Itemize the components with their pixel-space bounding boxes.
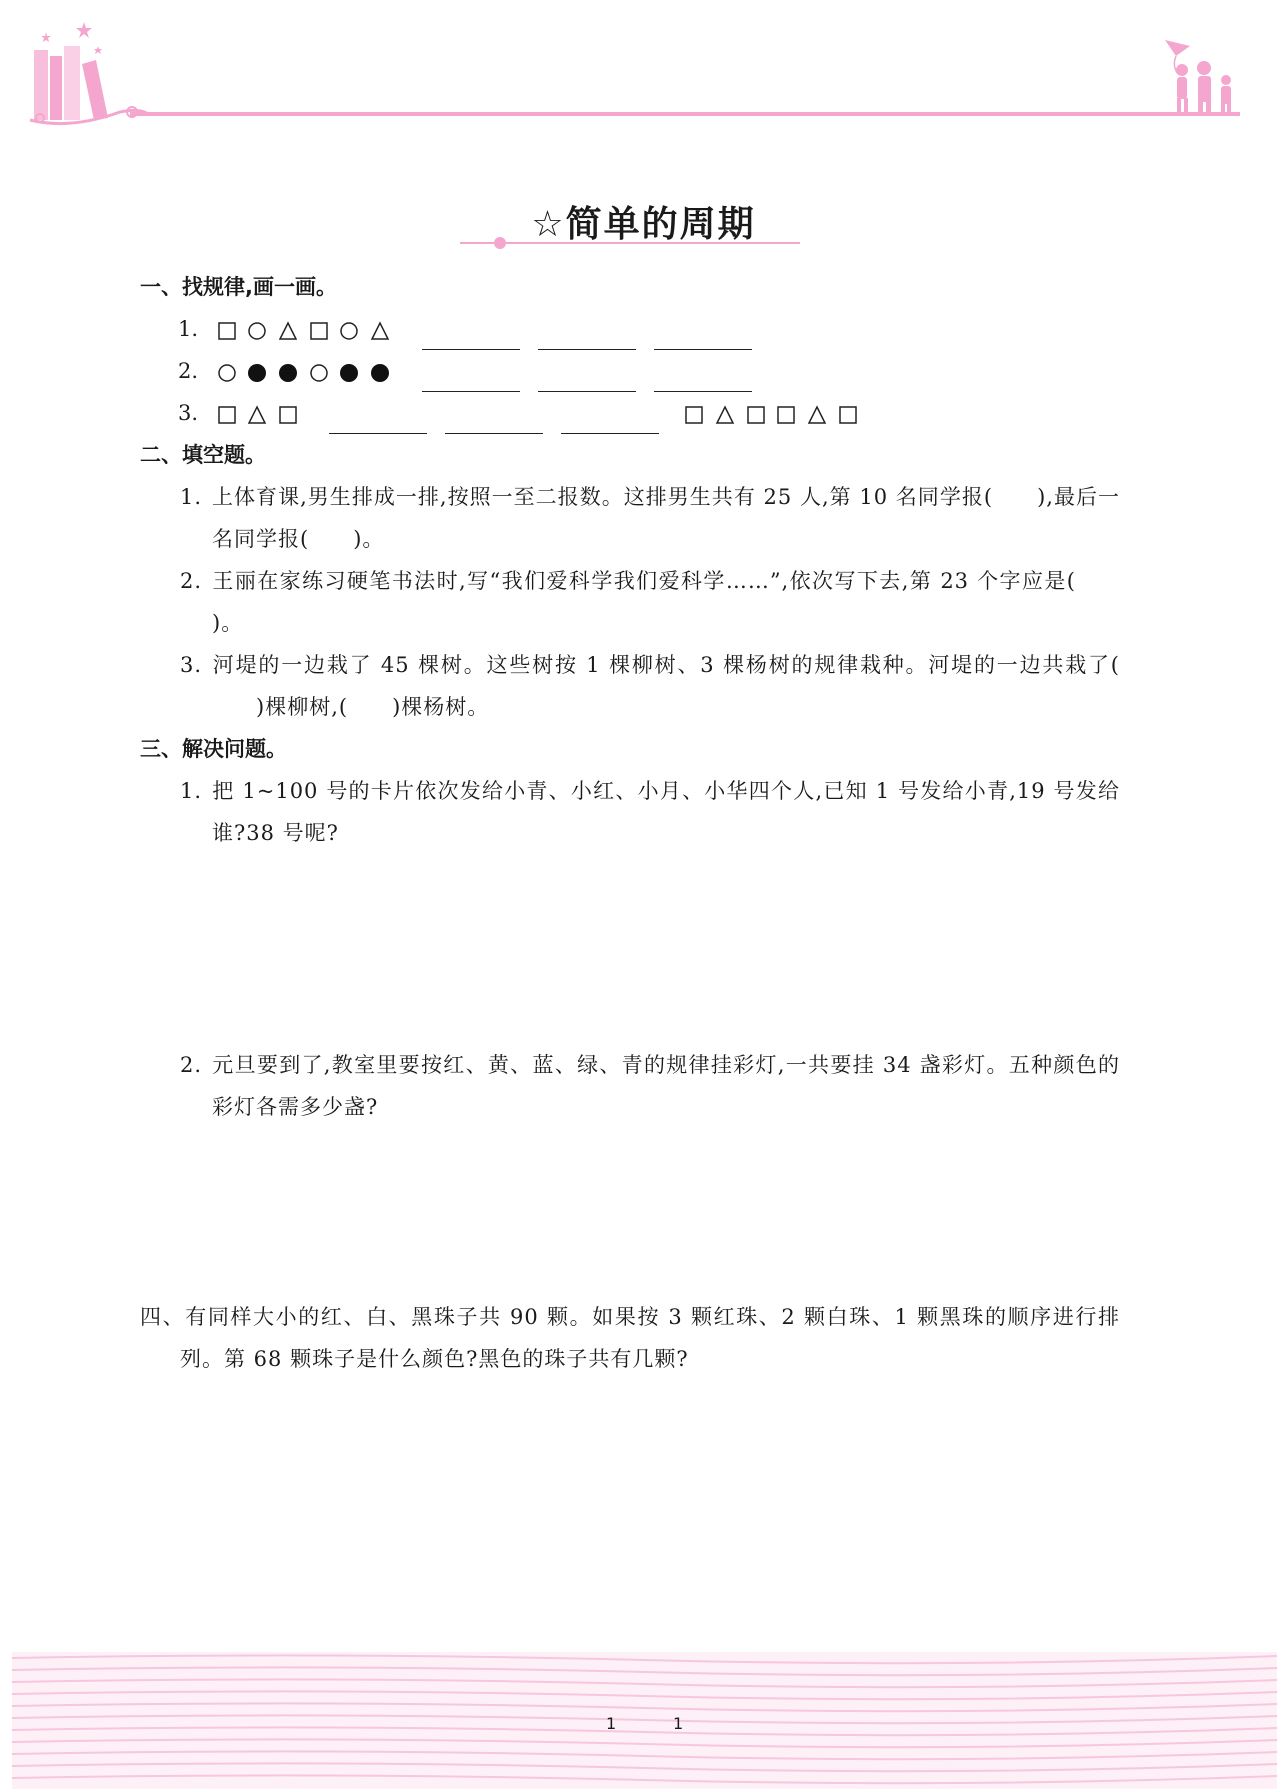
triangle-icon <box>278 321 298 341</box>
square-icon <box>309 321 329 341</box>
row-number: 2. <box>178 359 199 383</box>
square-icon <box>838 405 858 425</box>
fill-blank-question-3 <box>140 644 1120 728</box>
worksheet-content <box>140 266 1120 1380</box>
pattern-shapes <box>217 401 309 425</box>
triangle-icon <box>807 405 827 425</box>
pattern-shapes <box>217 317 401 341</box>
square-icon <box>217 405 237 425</box>
square-icon <box>776 405 796 425</box>
question-text: 上体育课,男生排成一排,按照一至二报数。这排男生共有 25 人,第 10 名同学报( <box>212 485 994 509</box>
answer-blank[interactable] <box>654 323 752 350</box>
question-number: 3. <box>180 653 203 677</box>
question-text: )。 <box>353 527 385 551</box>
question-number: 1. <box>180 485 203 509</box>
question-text: ),最后一名同学报( <box>212 485 1120 551</box>
answer-space[interactable] <box>140 1128 1120 1296</box>
pattern-row-2 <box>140 350 1120 392</box>
answer-blank[interactable] <box>422 323 520 350</box>
question-text: )棵杨树。 <box>392 695 490 719</box>
page-number: 1 <box>606 1714 617 1733</box>
filled-circle-icon <box>370 363 390 383</box>
question-number: 2. <box>180 1053 203 1077</box>
section-3-heading: 三、解决问题。 <box>140 737 287 761</box>
question-text: )。 <box>212 611 244 635</box>
filled-circle-icon <box>339 363 359 383</box>
pattern-tail-shapes <box>684 401 861 425</box>
pattern-shapes <box>217 359 401 383</box>
row-number: 3. <box>178 401 199 425</box>
problem-question-2 <box>140 1044 1120 1128</box>
circle-icon <box>309 363 329 383</box>
problem-question-1 <box>140 770 1120 854</box>
fill-blank-question-2 <box>140 560 1120 644</box>
children-kite-icon <box>1165 40 1231 114</box>
answer-blank[interactable] <box>329 407 427 434</box>
question-text: 王丽在家练习硬笔书法时,写“我们爱科学我们爱科学……”,依次写下去,第 23 个字应是( <box>212 569 1076 593</box>
page-title: ☆简单的周期 <box>531 204 756 245</box>
square-icon <box>217 321 237 341</box>
answer-blank[interactable] <box>538 365 636 392</box>
circle-icon <box>217 363 237 383</box>
square-icon <box>684 405 704 425</box>
fill-blank-question-1 <box>140 476 1120 560</box>
page-number: 1 <box>673 1714 684 1733</box>
answer-blank[interactable] <box>422 365 520 392</box>
row-number: 1. <box>178 317 199 341</box>
section-1-heading: 一、找规律,画一画。 <box>140 275 337 299</box>
pattern-row-1 <box>140 308 1120 350</box>
section-2-heading: 二、填空题。 <box>140 443 266 467</box>
footer-decoration <box>12 1652 1277 1789</box>
answer-blank[interactable] <box>654 365 752 392</box>
title-underline <box>460 236 800 250</box>
question-text: 河堤的一边栽了 45 棵树。这些树按 1 棵柳树、3 棵杨树的规律栽种。河堤的一边共栽了( <box>212 653 1120 677</box>
question-text: 把 1~100 号的卡片依次发给小青、小红、小月、小华四个人,已知 1 号发给小青,19 号发给谁?38 号呢? <box>212 779 1120 845</box>
square-icon <box>746 405 766 425</box>
answer-blank[interactable] <box>561 407 659 434</box>
pattern-row-3 <box>140 392 1120 434</box>
books-icon <box>30 46 148 124</box>
circle-icon <box>339 321 359 341</box>
question-number: 1. <box>180 779 203 803</box>
square-icon <box>278 405 298 425</box>
question-text: 元旦要到了,教室里要按红、黄、蓝、绿、青的规律挂彩灯,一共要挂 34 盏彩灯。五种颜色的彩灯各需多少盏? <box>212 1053 1120 1119</box>
answer-space[interactable] <box>140 854 1120 1044</box>
question-number: 2. <box>180 569 203 593</box>
triangle-icon <box>247 405 267 425</box>
filled-circle-icon <box>247 363 267 383</box>
triangle-icon <box>370 321 390 341</box>
header-decoration <box>0 0 1287 140</box>
answer-blank[interactable] <box>538 323 636 350</box>
section-4-question: 四、有同样大小的红、白、黑珠子共 90 颗。如果按 3 颗红珠、2 颗白珠、1 颗黑珠的顺序进行排列。第 68 颗珠子是什么颜色?黑色的珠子共有几颗? <box>140 1305 1120 1371</box>
circle-icon <box>247 321 267 341</box>
answer-blank[interactable] <box>445 407 543 434</box>
filled-circle-icon <box>278 363 298 383</box>
question-text: )棵柳树,( <box>256 695 349 719</box>
triangle-icon <box>715 405 735 425</box>
